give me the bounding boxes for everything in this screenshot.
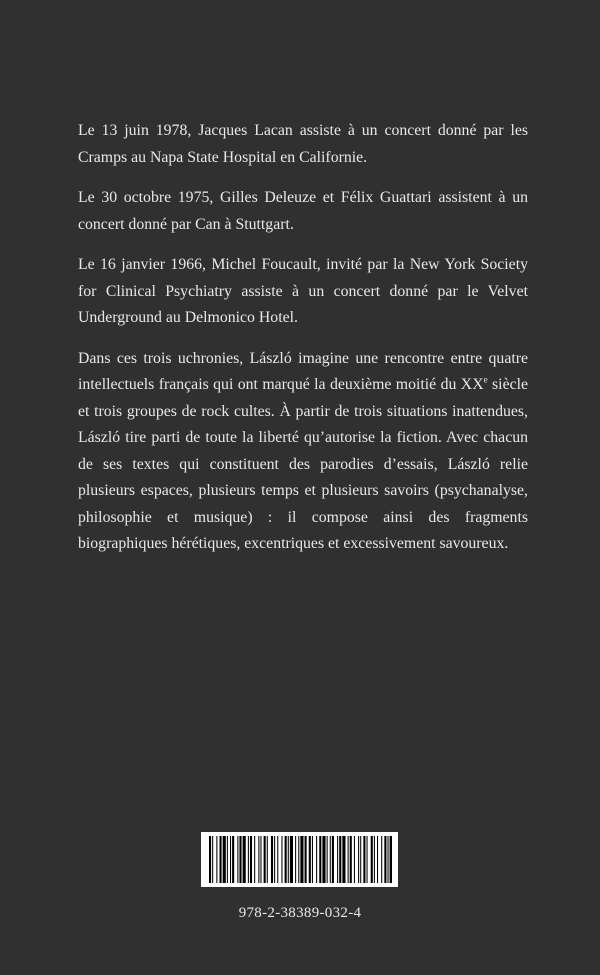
- barcode-bar: [322, 836, 325, 883]
- paragraph-lacan: Le 13 juin 1978, Jacques Lacan assiste à un concert donné par les Cramps au Napa State Hospital en Californie.: [78, 122, 528, 166]
- barcode-bar: [350, 836, 352, 883]
- barcode-bar: [230, 836, 231, 883]
- barcode-bar: [360, 836, 361, 883]
- barcode-bar: [354, 836, 355, 883]
- barcode-bar: [339, 836, 341, 883]
- barcode-bar: [371, 836, 373, 883]
- century-superscript: e: [483, 374, 488, 385]
- barcode-bar: [248, 836, 249, 883]
- barcode-bar: [319, 836, 321, 883]
- barcode-bar: [290, 836, 293, 883]
- paragraph-foucault: Le 16 janvier 1966, Michel Foucault, invité par la New York Society for Clinical Psychiatry assiste à un concert donné par le Velvet Underground au Delmonico Hotel.: [78, 256, 528, 326]
- isbn-number: 978-2-38389-032-4: [238, 905, 362, 921]
- barcode-bar: [260, 836, 261, 883]
- barcode-bar: [332, 836, 334, 883]
- barcode-bar: [358, 836, 359, 883]
- barcode-bar: [274, 836, 275, 883]
- barcode-bar: [237, 836, 238, 883]
- barcode-bar: [223, 836, 226, 883]
- barcode-bar: [305, 836, 307, 883]
- barcode-bar: [254, 836, 255, 883]
- barcode: [201, 832, 398, 887]
- barcode-bar: [227, 836, 228, 883]
- barcode-bar: [285, 836, 287, 883]
- barcode-bar: [337, 836, 338, 883]
- blurb-text: [78, 118, 528, 558]
- barcode-bar: [374, 836, 375, 883]
- barcode-bar: [312, 836, 313, 883]
- barcode-bar: [258, 836, 259, 883]
- summary-text-end: siècle et trois groupes de rock cultes. À partir de trois situations inattendues, László tire parti de toute la liberté qu’autorise la fiction. Avec chacun de ses textes qui constituent des parodies d’essais, László relie plusieurs espaces, plusieurs temps et plusieurs savoirs (psychanalyse, philosophie et musique) : il compose ainsi des fragments biographiques hérétiques, excentriques et excessivement savoureux.: [78, 376, 528, 552]
- barcode-bar: [348, 836, 349, 883]
- summary-text-start: Dans ces trois uchronies, László imagine une rencontre entre quatre intellectuels français qui ont marqué la deuxième moitié du XX: [78, 349, 528, 393]
- barcode-bar: [277, 836, 278, 883]
- barcode-bar: [288, 836, 289, 883]
- barcode-bar: [298, 836, 299, 883]
- barcode-bar: [381, 836, 382, 883]
- barcode-bar: [271, 836, 273, 883]
- barcode-bar: [232, 836, 234, 883]
- barcode-bar: [309, 836, 311, 883]
- barcode-bars: [207, 836, 392, 883]
- barcode-bar: [330, 836, 331, 883]
- barcode-bar: [243, 836, 246, 883]
- barcode-bar: [295, 836, 296, 883]
- paragraph-summary: [78, 346, 528, 558]
- paragraph-deleuze-guattari: Le 30 octobre 1975, Gilles Deleuze et Félix Guattari assistent à un concert donné par Can à Stuttgart.: [78, 189, 528, 233]
- barcode-bar: [239, 836, 241, 883]
- barcode-bar: [377, 836, 378, 883]
- barcode-bar: [267, 836, 268, 883]
- barcode-bar: [220, 836, 222, 883]
- barcode-bar: [390, 836, 392, 883]
- barcode-bar: [363, 836, 365, 883]
- barcode-bar: [216, 836, 217, 883]
- barcode-bar: [300, 836, 303, 883]
- barcode-bar: [212, 836, 213, 883]
- barcode-bar: [264, 836, 266, 883]
- barcode-bar: [388, 836, 389, 883]
- barcode-bar: [384, 836, 386, 883]
- barcode-bar: [250, 836, 252, 883]
- barcode-bar: [316, 836, 317, 883]
- barcode-bar: [327, 836, 328, 883]
- barcode-bar: [209, 836, 211, 883]
- barcode-bar: [342, 836, 345, 883]
- barcode-bar: [367, 836, 368, 883]
- barcode-bar: [281, 836, 282, 883]
